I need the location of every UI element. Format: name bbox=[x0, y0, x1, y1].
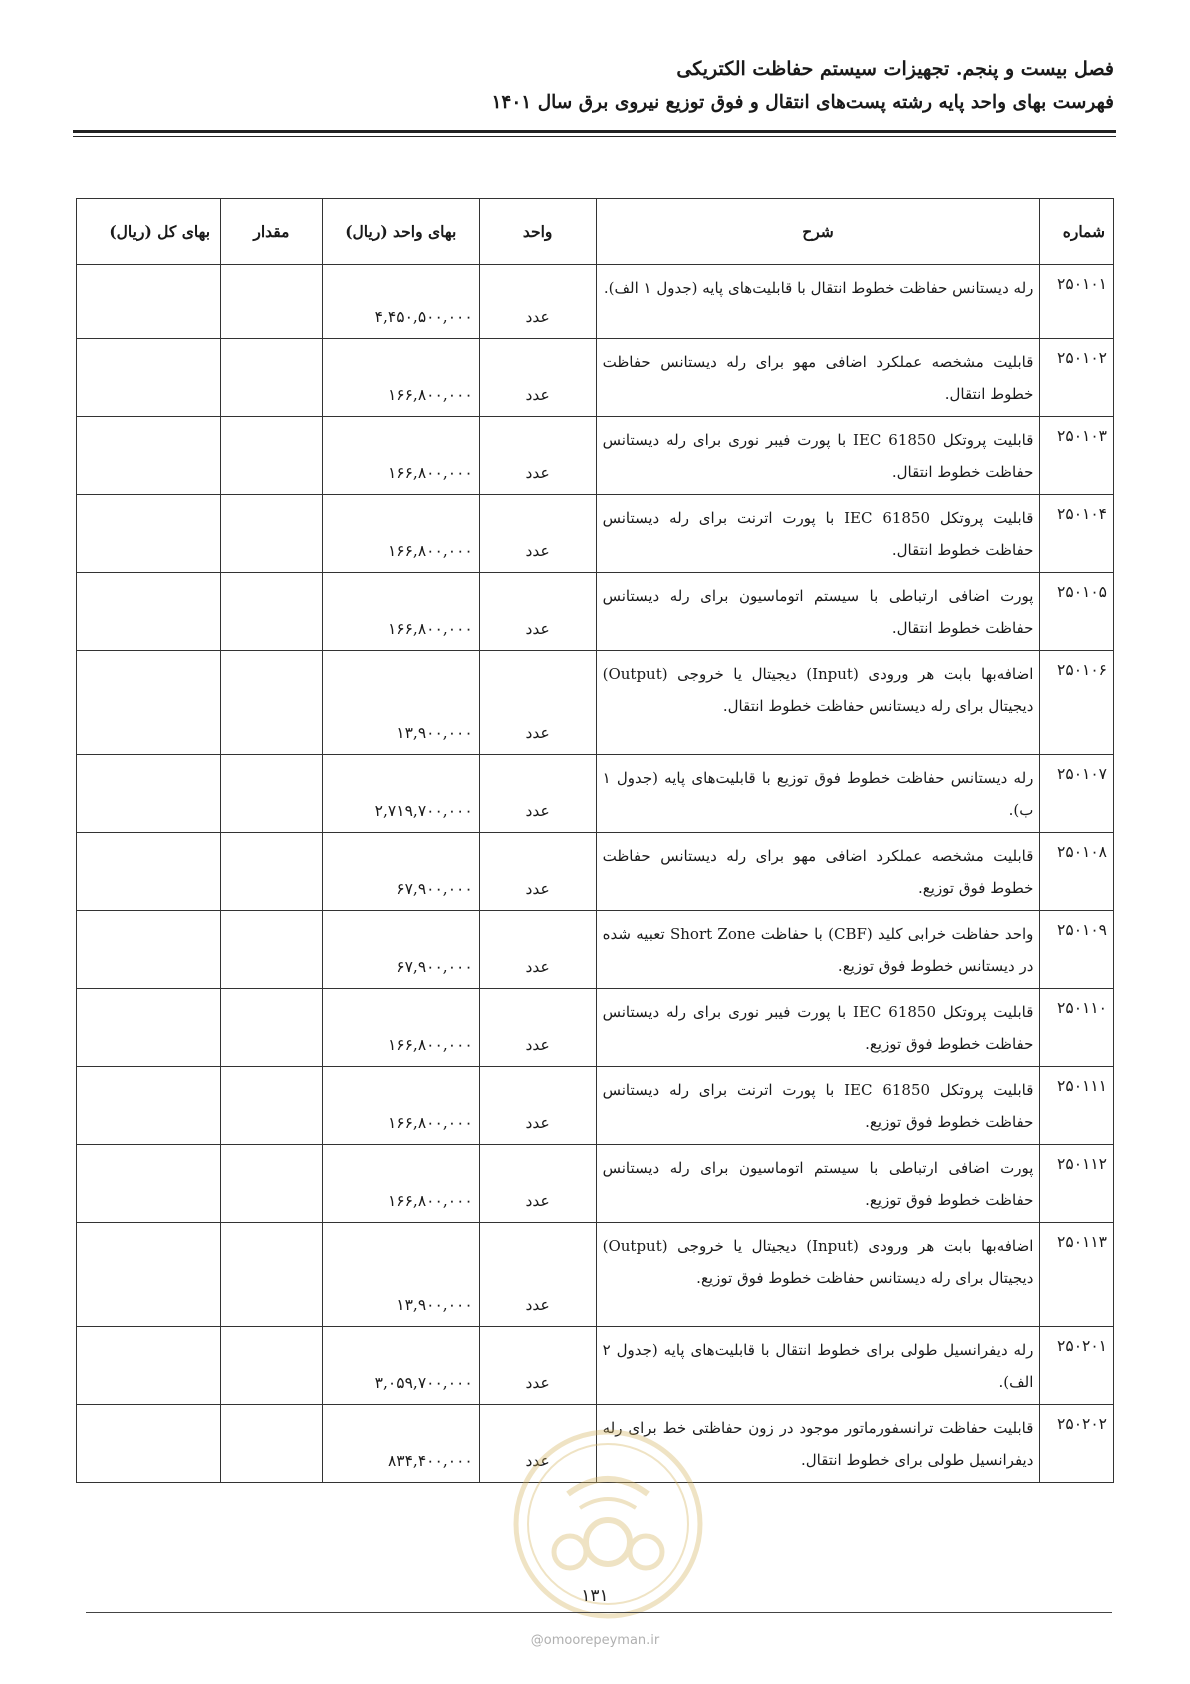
row-total-price bbox=[77, 339, 221, 417]
row-code: ۲۵۰۲۰۲ bbox=[1040, 1405, 1114, 1483]
row-description: قابلیت پروتکل IEC 61850 با پورت فیبر نوری برای رله دیستانس حفاظت خطوط انتقال. bbox=[596, 417, 1040, 495]
row-total-price bbox=[77, 1327, 221, 1405]
header-divider-thick bbox=[73, 130, 1116, 133]
row-unit-price: ۸۳۴,۴۰۰,۰۰۰ bbox=[322, 1405, 479, 1483]
row-quantity bbox=[221, 1405, 323, 1483]
row-quantity bbox=[221, 573, 323, 651]
row-unit: عدد bbox=[479, 1067, 596, 1145]
row-code: ۲۵۰۱۱۱ bbox=[1040, 1067, 1114, 1145]
row-description: پورت اضافی ارتباطی با سیستم اتوماسیون برای رله دیستانس حفاظت خطوط فوق توزیع. bbox=[596, 1145, 1040, 1223]
row-unit-price: ۳,۰۵۹,۷۰۰,۰۰۰ bbox=[322, 1327, 479, 1405]
row-quantity bbox=[221, 989, 323, 1067]
row-code: ۲۵۰۲۰۱ bbox=[1040, 1327, 1114, 1405]
row-quantity bbox=[221, 911, 323, 989]
price-table bbox=[76, 198, 1114, 1483]
column-header-total-price: بهای کل (ریال) bbox=[77, 199, 221, 265]
row-unit-price: ۱۶۶,۸۰۰,۰۰۰ bbox=[322, 1145, 479, 1223]
table-row bbox=[77, 265, 1114, 339]
row-total-price bbox=[77, 265, 221, 339]
row-quantity bbox=[221, 1145, 323, 1223]
row-total-price bbox=[77, 573, 221, 651]
column-header-code: شماره bbox=[1040, 199, 1114, 265]
row-total-price bbox=[77, 1145, 221, 1223]
table-row bbox=[77, 1223, 1114, 1327]
row-description: واحد حفاظت خرابی کلید (CBF) با حفاظت Short Zone تعبیه شده در دیستانس خطوط فوق توزیع. bbox=[596, 911, 1040, 989]
row-total-price bbox=[77, 1067, 221, 1145]
page-header bbox=[76, 54, 1114, 118]
row-code: ۲۵۰۱۱۰ bbox=[1040, 989, 1114, 1067]
row-total-price bbox=[77, 1405, 221, 1483]
row-unit-price: ۱۶۶,۸۰۰,۰۰۰ bbox=[322, 417, 479, 495]
table-row bbox=[77, 911, 1114, 989]
row-code: ۲۵۰۱۰۴ bbox=[1040, 495, 1114, 573]
row-total-price bbox=[77, 495, 221, 573]
row-unit-price: ۱۳,۹۰۰,۰۰۰ bbox=[322, 651, 479, 755]
row-description: رله دیستانس حفاظت خطوط انتقال با قابلیت‌های پایه (جدول ۱ الف). bbox=[596, 265, 1040, 339]
row-unit: عدد bbox=[479, 755, 596, 833]
row-total-price bbox=[77, 989, 221, 1067]
row-total-price bbox=[77, 755, 221, 833]
row-unit: عدد bbox=[479, 1327, 596, 1405]
row-unit: عدد bbox=[479, 833, 596, 911]
row-description: قابلیت حفاظت ترانسفورماتور موجود در زون حفاظتی خط برای رله دیفرانسیل طولی برای خطوط انتقال. bbox=[596, 1405, 1040, 1483]
table-row bbox=[77, 651, 1114, 755]
row-description: قابلیت پروتکل IEC 61850 با پورت اترنت برای رله دیستانس حفاظت خطوط انتقال. bbox=[596, 495, 1040, 573]
table-row bbox=[77, 1067, 1114, 1145]
row-unit: عدد bbox=[479, 911, 596, 989]
row-total-price bbox=[77, 651, 221, 755]
row-code: ۲۵۰۱۰۷ bbox=[1040, 755, 1114, 833]
row-unit-price: ۱۶۶,۸۰۰,۰۰۰ bbox=[322, 1067, 479, 1145]
row-code: ۲۵۰۱۱۳ bbox=[1040, 1223, 1114, 1327]
row-total-price bbox=[77, 417, 221, 495]
row-description: قابلیت مشخصه عملکرد اضافی مهو برای رله دیستانس حفاظت خطوط انتقال. bbox=[596, 339, 1040, 417]
row-description: پورت اضافی ارتباطی با سیستم اتوماسیون برای رله دیستانس حفاظت خطوط انتقال. bbox=[596, 573, 1040, 651]
row-quantity bbox=[221, 1223, 323, 1327]
table-row bbox=[77, 417, 1114, 495]
page-number: ۱۳۱ bbox=[581, 1586, 609, 1606]
row-code: ۲۵۰۱۰۳ bbox=[1040, 417, 1114, 495]
row-description: اضافه‌بها بابت هر ورودی (Input) دیجیتال یا خروجی (Output) دیجیتال برای رله دیستانس حفاظت خطوط انتقال. bbox=[596, 651, 1040, 755]
row-unit-price: ۲,۷۱۹,۷۰۰,۰۰۰ bbox=[322, 755, 479, 833]
row-description: رله دیستانس حفاظت خطوط فوق توزیع با قابلیت‌های پایه (جدول ۱ ب). bbox=[596, 755, 1040, 833]
row-quantity bbox=[221, 1067, 323, 1145]
row-code: ۲۵۰۱۰۹ bbox=[1040, 911, 1114, 989]
table-header-row bbox=[77, 199, 1114, 265]
row-description: قابلیت پروتکل IEC 61850 با پورت اترنت برای رله دیستانس حفاظت خطوط فوق توزیع. bbox=[596, 1067, 1040, 1145]
footer-divider bbox=[86, 1612, 1112, 1613]
table-row bbox=[77, 989, 1114, 1067]
row-unit: عدد bbox=[479, 573, 596, 651]
table-row bbox=[77, 1145, 1114, 1223]
row-unit: عدد bbox=[479, 1223, 596, 1327]
row-description: قابلیت مشخصه عملکرد اضافی مهو برای رله دیستانس حفاظت خطوط فوق توزیع. bbox=[596, 833, 1040, 911]
row-unit-price: ۶۷,۹۰۰,۰۰۰ bbox=[322, 911, 479, 989]
row-unit-price: ۶۷,۹۰۰,۰۰۰ bbox=[322, 833, 479, 911]
row-unit: عدد bbox=[479, 989, 596, 1067]
row-unit: عدد bbox=[479, 339, 596, 417]
row-unit: عدد bbox=[479, 1405, 596, 1483]
row-unit: عدد bbox=[479, 417, 596, 495]
price-list-title: فهرست بهای واحد پایه رشته پست‌های انتقال و فوق توزیع نیروی برق سال ۱۴۰۱ bbox=[491, 92, 1114, 113]
row-code: ۲۵۰۱۰۸ bbox=[1040, 833, 1114, 911]
table-row bbox=[77, 1327, 1114, 1405]
row-code: ۲۵۰۱۰۶ bbox=[1040, 651, 1114, 755]
row-quantity bbox=[221, 417, 323, 495]
row-code: ۲۵۰۱۰۵ bbox=[1040, 573, 1114, 651]
table-row bbox=[77, 339, 1114, 417]
header-divider-thin bbox=[73, 136, 1116, 137]
column-header-unit-price: بهای واحد (ریال) bbox=[322, 199, 479, 265]
row-unit-price: ۱۶۶,۸۰۰,۰۰۰ bbox=[322, 339, 479, 417]
row-code: ۲۵۰۱۱۲ bbox=[1040, 1145, 1114, 1223]
row-unit-price: ۴,۴۵۰,۵۰۰,۰۰۰ bbox=[322, 265, 479, 339]
table-row bbox=[77, 495, 1114, 573]
row-description: قابلیت پروتکل IEC 61850 با پورت فیبر نوری برای رله دیستانس حفاظت خطوط فوق توزیع. bbox=[596, 989, 1040, 1067]
row-quantity bbox=[221, 755, 323, 833]
row-total-price bbox=[77, 911, 221, 989]
row-unit: عدد bbox=[479, 1145, 596, 1223]
row-description: رله دیفرانسیل طولی برای خطوط انتقال با قابلیت‌های پایه (جدول ۲ الف). bbox=[596, 1327, 1040, 1405]
row-unit-price: ۱۶۶,۸۰۰,۰۰۰ bbox=[322, 573, 479, 651]
row-description: اضافه‌بها بابت هر ورودی (Input) دیجیتال یا خروجی (Output) دیجیتال برای رله دیستانس حفاظت خطوط فوق توزیع. bbox=[596, 1223, 1040, 1327]
row-unit: عدد bbox=[479, 651, 596, 755]
row-unit-price: ۱۶۶,۸۰۰,۰۰۰ bbox=[322, 989, 479, 1067]
row-quantity bbox=[221, 495, 323, 573]
row-quantity bbox=[221, 833, 323, 911]
column-header-quantity: مقدار bbox=[221, 199, 323, 265]
row-total-price bbox=[77, 833, 221, 911]
table-row bbox=[77, 573, 1114, 651]
row-quantity bbox=[221, 265, 323, 339]
website-watermark: @omoorepeyman.ir bbox=[530, 1633, 660, 1648]
table-row bbox=[77, 755, 1114, 833]
row-quantity bbox=[221, 1327, 323, 1405]
column-header-unit: واحد bbox=[479, 199, 596, 265]
row-unit-price: ۱۳,۹۰۰,۰۰۰ bbox=[322, 1223, 479, 1327]
row-code: ۲۵۰۱۰۲ bbox=[1040, 339, 1114, 417]
row-code: ۲۵۰۱۰۱ bbox=[1040, 265, 1114, 339]
table-row bbox=[77, 833, 1114, 911]
chapter-title: فصل بیست و پنجم. تجهیزات سیستم حفاظت الکتریکی bbox=[676, 58, 1114, 80]
row-unit: عدد bbox=[479, 265, 596, 339]
row-quantity bbox=[221, 339, 323, 417]
row-total-price bbox=[77, 1223, 221, 1327]
row-unit-price: ۱۶۶,۸۰۰,۰۰۰ bbox=[322, 495, 479, 573]
column-header-description: شرح bbox=[596, 199, 1040, 265]
row-quantity bbox=[221, 651, 323, 755]
row-unit: عدد bbox=[479, 495, 596, 573]
